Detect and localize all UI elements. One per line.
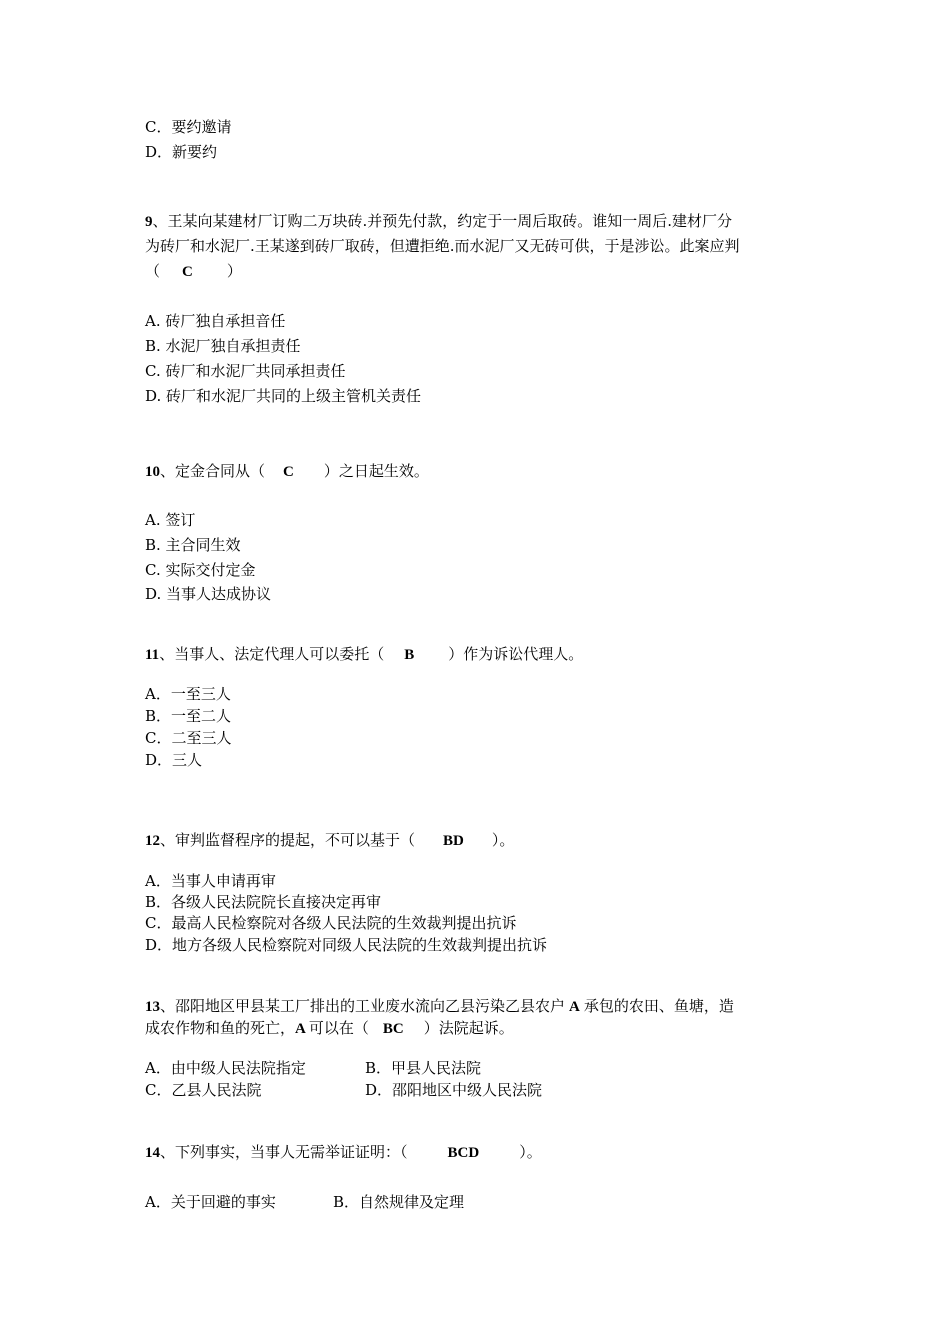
q12-text-post: ）。 <box>491 831 515 849</box>
q9-line3 <box>145 261 242 282</box>
q10-answer: C <box>283 464 294 480</box>
q13-option-c: C．乙县人民法院 <box>145 1081 262 1099</box>
q13-text-line1-post: 承包的农田、鱼塘，造 <box>583 997 734 1015</box>
q11-text-post: ）作为诉讼代理人。 <box>448 645 584 663</box>
q11-option-d: D．三人 <box>145 751 203 769</box>
q12-option-d: D．地方各级人民检察院对同级人民法院的生效裁判提出抗诉 <box>145 936 548 954</box>
q12-stem <box>145 830 514 851</box>
q12-number: 12 <box>145 833 160 849</box>
q14-answer: BCD <box>447 1145 480 1161</box>
q11-number: 11 <box>145 647 160 663</box>
q13-number: 13 <box>145 999 160 1015</box>
q13-option-b: B．甲县人民法院 <box>365 1059 482 1077</box>
q11-answer: B <box>404 647 415 663</box>
q13-line1 <box>145 996 734 1017</box>
q13-text-line2-mid: 可以在（ <box>308 1019 369 1037</box>
q10-option-b: B. 主合同生效 <box>145 536 241 554</box>
q9-option-c: C. 砖厂和水泥厂共同承担责任 <box>145 362 346 380</box>
q12-option-b: B．各级人民法院院长直接决定再审 <box>145 893 382 911</box>
q11-option-a: A．一至三人 <box>145 685 231 703</box>
q8-option-d: D．新要约 <box>145 143 218 161</box>
q14-text-post: ）。 <box>519 1143 542 1161</box>
q13-line2 <box>145 1018 514 1039</box>
q9-option-b: B. 水泥厂独自承担责任 <box>145 337 301 355</box>
q11-option-c: C．二至三人 <box>145 729 232 747</box>
q9-option-d: D. 砖厂和水泥厂共同的上级主管机关责任 <box>145 387 422 405</box>
q11-stem <box>145 644 583 665</box>
q13-text-line2-pre: 成农作物和鱼的死亡， <box>145 1019 296 1037</box>
q10-stem <box>145 461 429 482</box>
q10-option-a: A. 签订 <box>145 511 196 529</box>
q13-text-line1-pre: 、邵阳地区甲县某工厂排出的工业废水流向乙县污染乙县农户 <box>160 997 566 1015</box>
q14-stem <box>145 1142 542 1163</box>
q9-text-line1: 、王某向某建材厂订购二万块砖.并预先付款，约定于一周后取砖。谁知一周后.建材厂分 <box>152 212 733 230</box>
q13-text-line2-post: ）法院起诉。 <box>423 1019 514 1037</box>
q11-text-pre: 、当事人、法定代理人可以委托（ <box>159 645 385 663</box>
q13-party-a2: A <box>295 1021 306 1037</box>
q10-text-pre: 、定金合同从（ <box>160 462 266 480</box>
q14-option-b: B．自然规律及定理 <box>333 1193 465 1211</box>
q14-option-a: A．关于回避的事实 <box>145 1193 276 1211</box>
q9-paren-open: （ <box>145 262 161 280</box>
q12-text-pre: 、审判监督程序的提起，不可以基于（ <box>160 831 416 849</box>
q10-text-post: ）之日起生效。 <box>323 462 429 480</box>
q13-party-a: A <box>569 999 580 1015</box>
q10-option-d: D. 当事人达成协议 <box>145 585 272 603</box>
q9-line2: 为砖厂和水泥厂.王某遂到砖厂取砖，但遭拒绝.而水泥厂又无砖可供，于是涉讼。此案应判 <box>145 237 740 255</box>
q9-option-a: A. 砖厂独自承担音任 <box>145 312 286 330</box>
q9-number: 9 <box>145 214 153 230</box>
q12-option-c: C．最高人民检察院对各级人民法院的生效裁判提出抗诉 <box>145 914 517 932</box>
q10-option-c: C. 实际交付定金 <box>145 561 256 579</box>
q14-text-pre: 、下列事实，当事人无需举证证明：（ <box>160 1143 408 1161</box>
q13-option-a: A．由中级人民法院指定 <box>145 1059 306 1077</box>
q13-answer: BC <box>382 1021 404 1037</box>
q12-answer: BD <box>443 833 464 849</box>
q9-answer: C <box>182 264 193 280</box>
q12-option-a: A．当事人申请再审 <box>145 872 276 890</box>
q11-option-b: B．一至二人 <box>145 707 232 725</box>
q14-number: 14 <box>145 1145 160 1161</box>
q9-paren-close: ） <box>226 262 242 280</box>
q9-line1 <box>145 211 732 232</box>
q10-number: 10 <box>145 464 160 480</box>
q13-option-d: D．邵阳地区中级人民法院 <box>365 1081 543 1099</box>
q8-option-c: C．要约邀请 <box>145 118 232 136</box>
